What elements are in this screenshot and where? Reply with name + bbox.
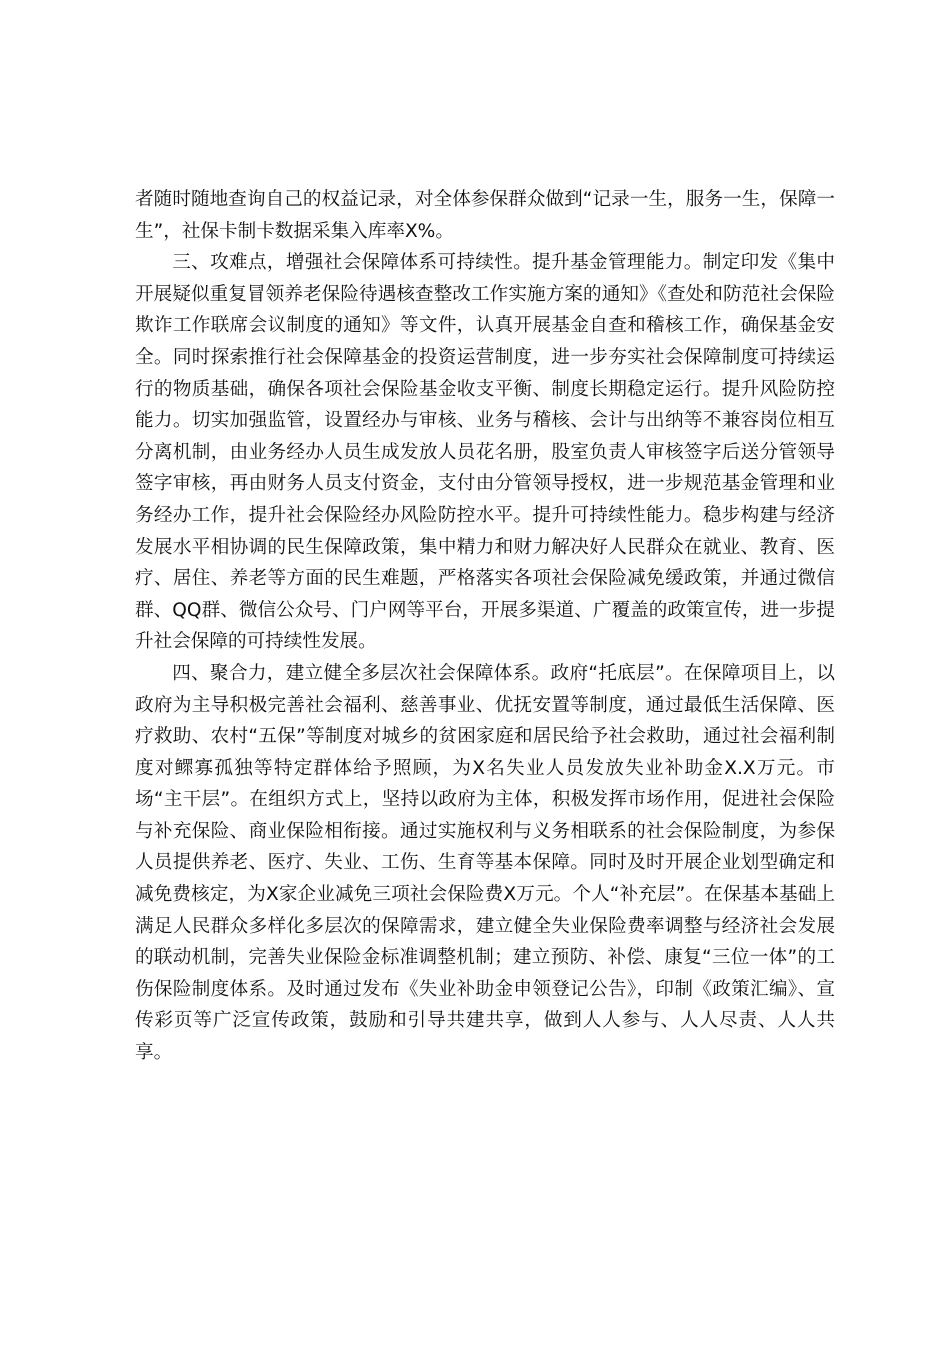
paragraph-section-three: 三、攻难点，增强社会保障体系可持续性。提升基金管理能力。制定印发《集中开展疑似重复冒领养老保险待遇核查整改工作实施方案的通知》《查处和防范社会保险欺诈工作联席会议制度的通知》等文件，认真开展基金自查和稽核工作，确保基金安全。同时探索推行社会保障基金的投资运营制度，进一步夯实社会保障制度可持续运行的物质基础，确保各项社会保险基金收支平衡、制度长期稳定运行。提升风险防控能力。切实加强监管，设置经办与审核、业务与稽核、会计与出纳等不兼容岗位相互分离机制，由业务经办人员生成发放人员花名册，股室负责人审核签字后送分管领导签字审核，再由财务人员支付资金，支付由分管领导授权，进一步规范基金管理和业务经办工作，提升社会保险经办风险防控水平。提升可持续性能力。稳步构建与经济发展水平相协调的民生保障政策，集中精力和财力解决好人民群众在就业、教育、医疗、居住、养老等方面的民生难题，严格落实各项社会保险减免缓政策，并通过微信群、QQ群、微信公众号、门户网等平台，开展多渠道、广覆盖的政策宣传，进一步提升社会保障的可持续性发展。	[135, 252, 835, 653]
paragraph-continuation: 者随时随地查询自己的权益记录，对全体参保群众做到“记录一生，服务一生，保障一生”，社保卡制卡数据采集入库率X%。	[135, 189, 835, 242]
document-body	[135, 184, 835, 1069]
paragraph-section-four: 四、聚合力，建立健全多层次社会保障体系。政府“托底层”。在保障项目上，以政府为主导积极完善社会福利、慈善事业、优抚安置等制度，通过最低生活保障、医疗救助、农村“五保”等制度对城乡的贫困家庭和居民给予社会救助，通过社会福利制度对鳏寡孤独等特定群体给予照顾，为X名失业人员发放失业补助金X.X万元。市场“主干层”。在组织方式上，坚持以政府为主体，积极发挥市场作用，促进社会保险与补充保险、商业保险相衔接。通过实施权利与义务相联系的社会保险制度，为参保人员提供养老、医疗、失业、工伤、生育等基本保障。同时及时开展企业划型确定和减免费核定，为X家企业减免三项社会保险费X万元。个人“补充层”。在保基本基础上满足人民群众多样化多层次的保障需求，建立健全失业保险费率调整与经济社会发展的联动机制，完善失业保险金标准调整机制；建立预防、补偿、康复“三位一体”的工伤保险制度体系。及时通过发布《失业补助金申领登记公告》，印制《政策汇编》、宣传彩页等广泛宣传政策，鼓励和引导共建共享，做到人人参与、人人尽责、人人共享。	[135, 662, 835, 1064]
